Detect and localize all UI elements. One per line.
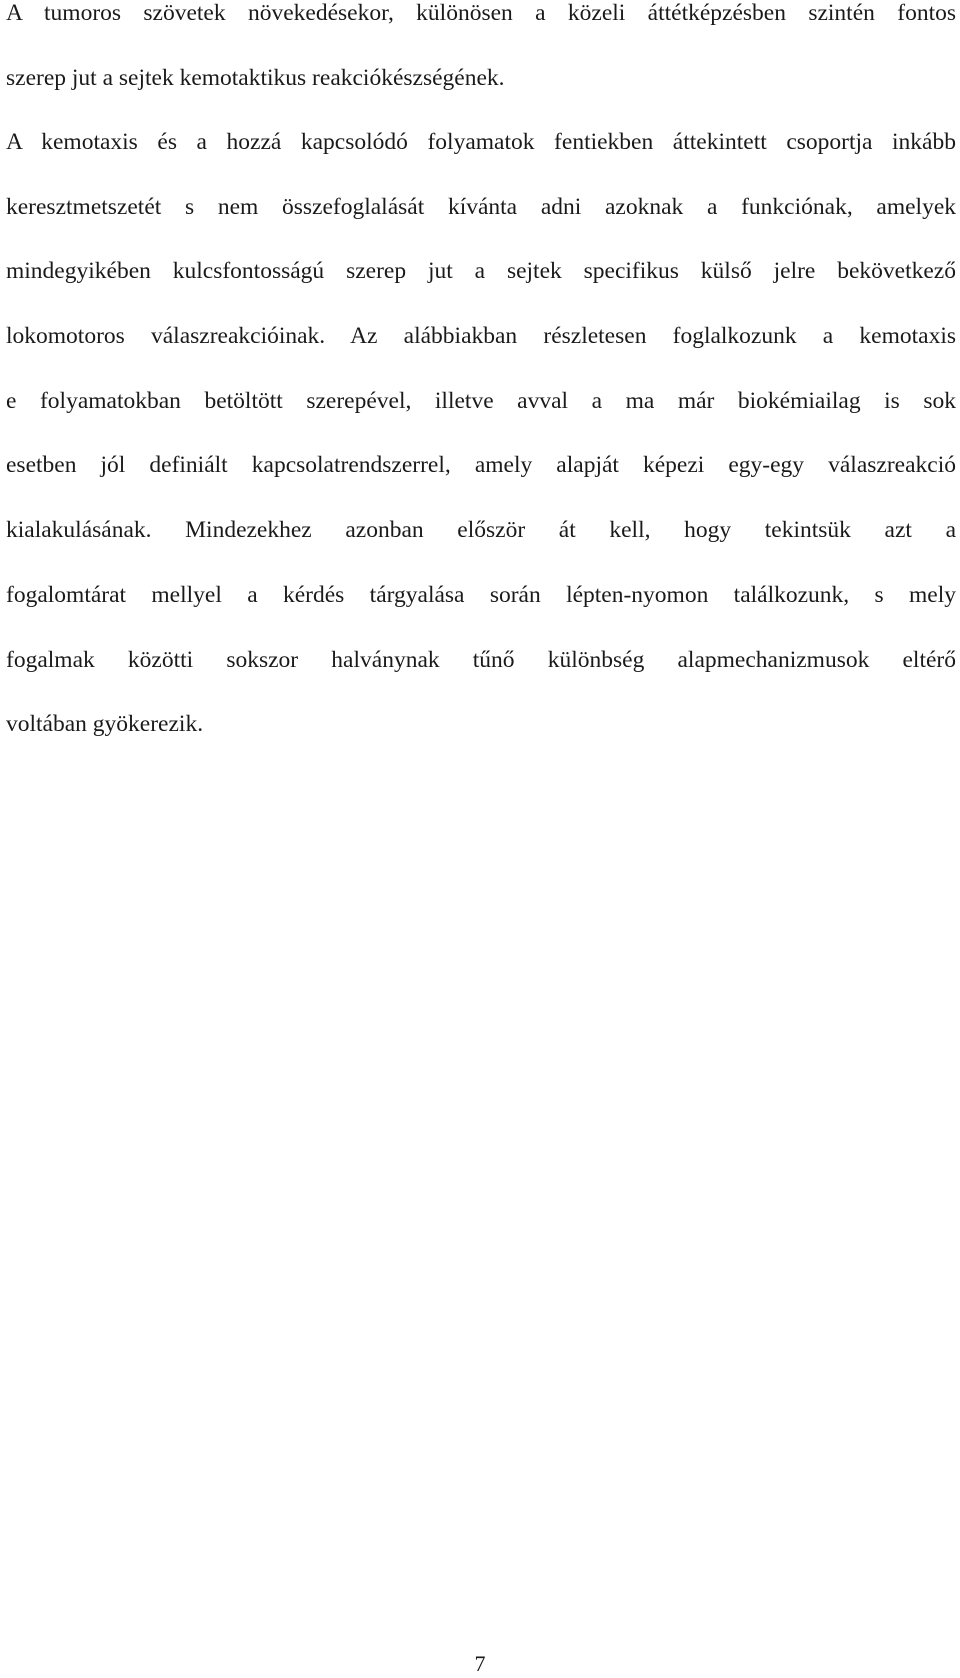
paragraph-line: voltában gyökerezik. [6,711,204,738]
paragraph-line: szerep jut a sejtek kemotaktikus reakciókészségének. [6,64,505,91]
page-number: 7 [474,1651,486,1676]
paragraph-line: fogalomtárat mellyel a kérdés tárgyalása során lépten-nyomon találkozunk, s mely [6,581,956,608]
paragraph-line: e folyamatokban betöltött szerepével, illetve avval a ma már biokémiailag is sok [6,387,956,414]
paragraph-1 [6,0,956,110]
paragraph-line: mindegyikében kulcsfontosságú szerep jut a sejtek specifikus külső jelre bekövetkező [6,258,956,285]
paragraph-line: A kemotaxis és a hozzá kapcsolódó folyamatok fentiekben áttekintett csoportja inkább [6,129,956,155]
paragraph-line: A tumoros szövetek növekedésekor, különösen a közeli áttétképzésben szintén fontos [6,0,956,26]
paragraph-line: esetben jól definiált kapcsolatrendszerrel, amely alapját képezi egy-egy válaszreakció [6,452,956,479]
paragraph-line: keresztmetszetét s nem összefoglalását kívánta adni azoknak a funkciónak, amelyek [6,193,956,220]
paragraph-line: fogalmak közötti sokszor halványnak tűnő különbség alapmechanizmusok eltérő [6,646,956,673]
paragraph-line: kialakulásának. Mindezekhez azonban először át kell, hogy tekintsük azt a [6,517,956,544]
paragraph-line: lokomotoros válaszreakcióinak. Az alábbiakban részletesen foglalkozunk a kemotaxis [6,323,956,350]
paragraph-2 [6,110,956,757]
